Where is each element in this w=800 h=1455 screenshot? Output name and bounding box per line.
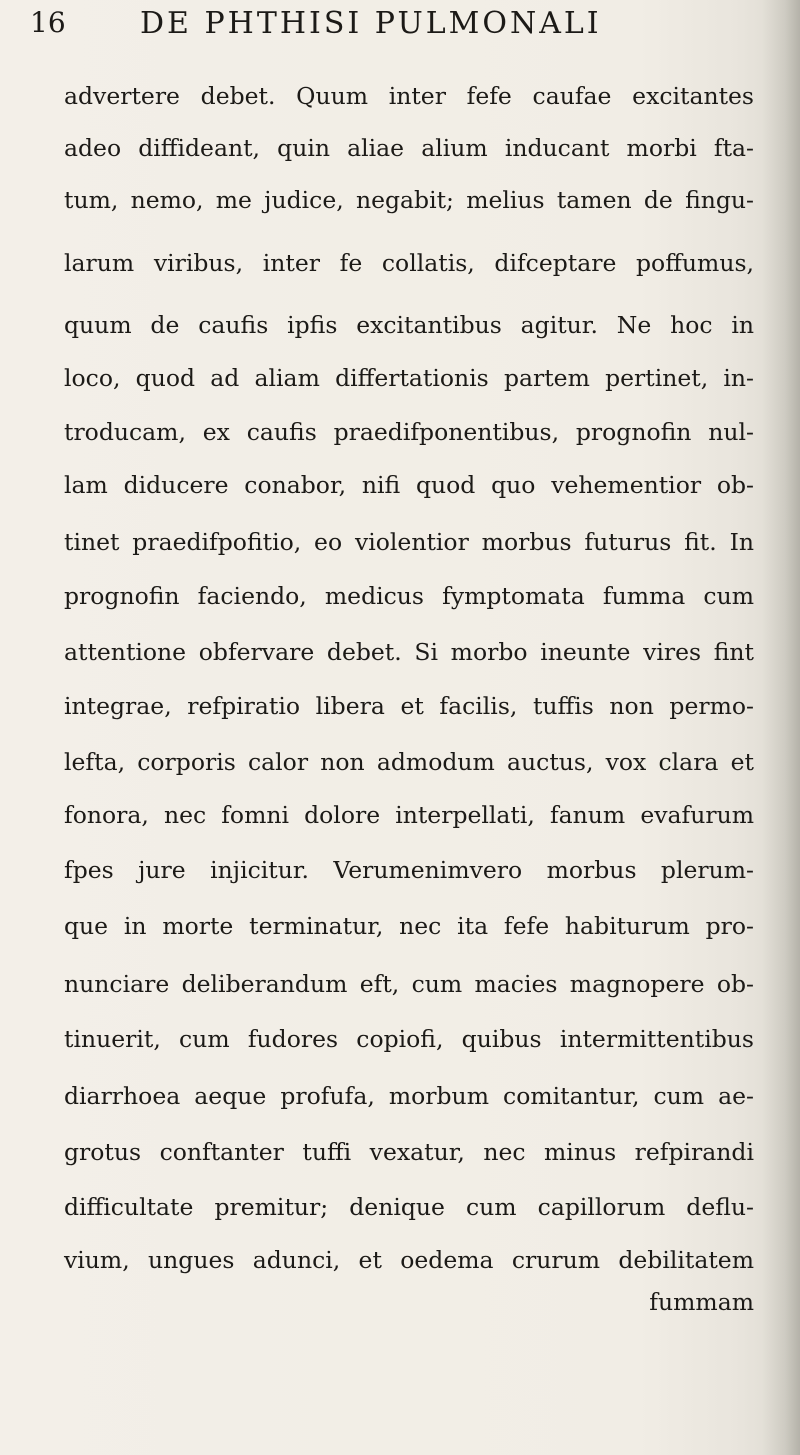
text-line: tum, nemo, me judice, negabit; melius tamen de fingu- bbox=[64, 186, 754, 214]
text-line: tinet praedifpofitio, eo violentior morbus futurus fit. In bbox=[64, 528, 754, 556]
text-line: tinuerit, cum fudores copiofi, quibus intermittentibus bbox=[64, 1025, 754, 1053]
catchword: fummam bbox=[649, 1288, 754, 1316]
running-head: DE PHTHISI PULMONALI bbox=[140, 6, 602, 41]
text-line: advertere debet. Quum inter fefe caufae excitantes bbox=[64, 82, 754, 110]
text-line: que in morte terminatur, nec ita fefe habiturum pro- bbox=[64, 912, 754, 940]
text-line: adeo diffideant, quin aliae alium inducant morbi fta- bbox=[64, 134, 754, 162]
text-line: lefta, corporis calor non admodum auctus, vox clara et bbox=[64, 748, 754, 776]
text-line: nunciare deliberandum eft, cum macies magnopere ob- bbox=[64, 970, 754, 998]
text-line: prognofin faciendo, medicus fymptomata fumma cum bbox=[64, 582, 754, 610]
text-line: attentione obfervare debet. Si morbo ineunte vires fint bbox=[64, 638, 754, 666]
text-line: loco, quod ad aliam differtationis partem pertinet, in- bbox=[64, 364, 754, 392]
text-line: quum de caufis ipfis excitantibus agitur. Ne hoc in bbox=[64, 311, 754, 339]
text-line: integrae, refpiratio libera et facilis, tuffis non permo- bbox=[64, 692, 754, 720]
text-line: lam diducere conabor, nifi quod quo vehementior ob- bbox=[64, 471, 754, 499]
text-line: troducam, ex caufis praedifponentibus, prognofin nul- bbox=[64, 418, 754, 446]
text-line: grotus conftanter tuffi vexatur, nec minus refpirandi bbox=[64, 1138, 754, 1166]
text-line: diarrhoea aeque profufa, morbum comitantur, cum ae- bbox=[64, 1082, 754, 1110]
page-number: 16 bbox=[30, 6, 66, 39]
page-edge-shadow bbox=[762, 0, 800, 1455]
text-line: fonora, nec fomni dolore interpellati, fanum evafurum bbox=[64, 801, 754, 829]
text-line: larum viribus, inter fe collatis, difceptare poffumus, bbox=[64, 249, 754, 277]
page-header bbox=[30, 4, 770, 44]
text-line: fpes jure injicitur. Verumenimvero morbus plerum- bbox=[64, 856, 754, 884]
text-line: vium, ungues adunci, et oedema crurum debilitatem bbox=[64, 1246, 754, 1274]
text-line: difficultate premitur; denique cum capillorum deflu- bbox=[64, 1193, 754, 1221]
